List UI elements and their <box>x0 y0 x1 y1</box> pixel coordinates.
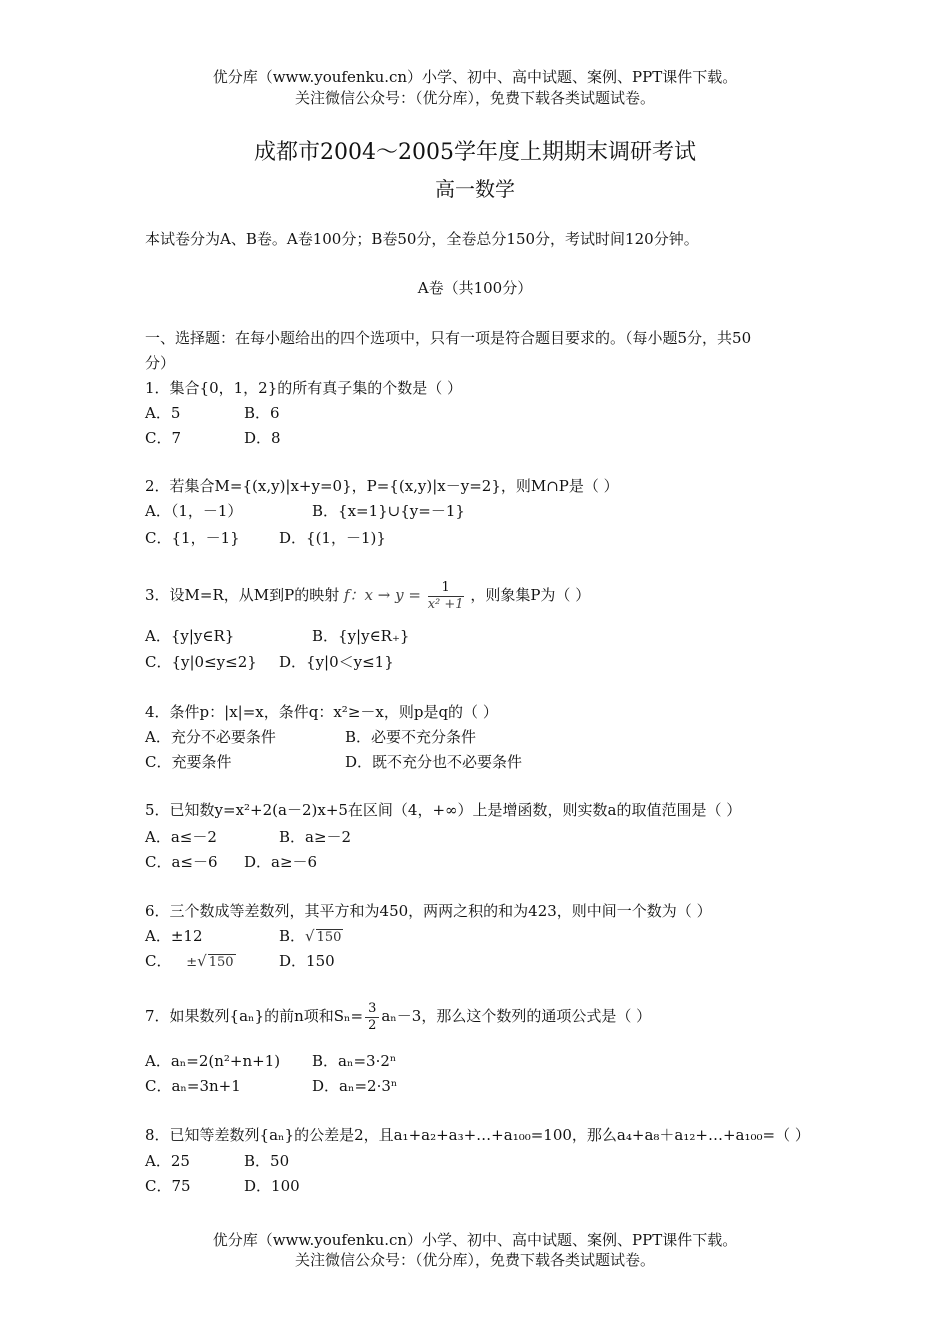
question-6-stem: 6．三个数成等差数列，其平方和为450，两两之积的和为423，则中间一个数为（ ） <box>145 902 712 920</box>
q7-option-a: A．aₙ=2(n²+n+1) <box>145 1052 281 1070</box>
question-1-stem: 1．集合{0，1，2}的所有真子集的个数是（ ） <box>145 379 463 397</box>
footer-line-2: 关注微信公众号：（优分库），免费下载各类试题试卷。 <box>294 1251 655 1269</box>
part1-instruction-cont: 分） <box>145 354 176 372</box>
q7-stem-pre: 7．如果数列{aₙ}的前n项和Sₙ= <box>145 1007 364 1025</box>
q3-fraction <box>428 580 464 613</box>
question-3-stem <box>145 578 590 613</box>
q2-option-b: B．{x=1}∪{y=－1} <box>312 502 465 520</box>
q5-option-b: B．a≥－2 <box>279 828 352 846</box>
q6-option-c-pm: ± <box>186 955 198 970</box>
q5-option-c: C．a≤－6 <box>145 853 218 871</box>
q6-option-d: D．150 <box>279 952 335 970</box>
part1-instruction: 一、选择题：在每小题给出的四个选项中，只有一项是符合题目要求的。（每小题5分，共50 <box>145 329 752 347</box>
header-line-2: 关注微信公众号：（优分库），免费下载各类试题试卷。 <box>294 89 655 107</box>
q1-option-a: A．5 <box>145 404 181 422</box>
question-8-stem: 8．已知等差数列{aₙ}的公差是2，且a₁+a₂+a₃+…+a₁₀₀=100，那么a₄+a₈＋a₁₂+…+a₁₀₀=（ ） <box>145 1126 810 1144</box>
q8-option-c: C．75 <box>145 1177 191 1195</box>
exam-intro: 本试卷分为A、B卷。A卷100分；B卷50分，全卷总分150分，考试时间120分钟。 <box>145 230 699 248</box>
q4-option-d: D．既不充分也不必要条件 <box>345 753 523 771</box>
q1-option-c: C．7 <box>145 429 182 447</box>
page-title: 成都市2004～2005学年度上期期末调研考试 <box>254 140 696 165</box>
q6-option-c-label: C． <box>145 952 172 970</box>
q1-option-b: B．6 <box>244 404 280 422</box>
question-5-stem: 5．已知数y=x²+2(a－2)x+5在区间（4，+∞）上是增函数，则实数a的取值范围是（ ） <box>145 801 742 819</box>
q5-option-d: D．a≥－6 <box>244 853 318 871</box>
question-7-stem <box>145 999 651 1034</box>
q2-option-a: A．（1，－1） <box>145 502 243 520</box>
q6-option-b-sqrt: 150 <box>316 930 342 945</box>
q2-option-d: D．{(1，－1)} <box>279 529 386 547</box>
q3-option-b: B．{y|y∈R₊} <box>312 627 410 645</box>
q2-option-c: C．{1，－1} <box>145 529 240 547</box>
q6-option-a: A．±12 <box>145 927 203 945</box>
q7-fraction-denominator: 2 <box>368 1017 377 1033</box>
q7-fraction <box>365 1001 379 1034</box>
q1-option-d: D．8 <box>244 429 281 447</box>
q7-stem-post: aₙ－3，那么这个数列的通项公式是（ ） <box>381 1007 652 1025</box>
q7-option-d: D．aₙ=2·3ⁿ <box>312 1077 398 1095</box>
header-line-1: 优分库（www.youfenku.cn）小学、初中、高中试题、案例、PPT课件下载。 <box>212 68 738 86</box>
q8-option-b: B．50 <box>244 1152 290 1170</box>
q6-option-c: C． ±√ 150 <box>145 952 234 970</box>
q6-option-b: B．√ 150 <box>279 927 342 945</box>
q8-option-d: D．100 <box>244 1177 300 1195</box>
q8-option-a: A．25 <box>145 1152 190 1170</box>
q6-option-b-label: B． <box>279 927 306 945</box>
q3-option-d: D．{y|0＜y≤1} <box>279 653 394 671</box>
q3-fraction-numerator: 1 <box>428 580 464 597</box>
q5-option-a: A．a≤－2 <box>145 828 217 846</box>
q7-option-b: B．aₙ=3·2ⁿ <box>312 1052 397 1070</box>
page-subtitle: 高一数学 <box>435 177 515 201</box>
q7-fraction-numerator: 3 <box>365 1001 379 1018</box>
q3-mapping: f：x → y = <box>344 586 421 604</box>
q6-option-c-sqrt: 150 <box>208 955 234 970</box>
q3-stem-post: ，则象集P为（ ） <box>470 586 591 604</box>
section-a-heading: A卷（共100分） <box>417 279 533 297</box>
q4-option-a: A．充分不必要条件 <box>145 728 276 746</box>
footer-line-1: 优分库（www.youfenku.cn）小学、初中、高中试题、案例、PPT课件下载。 <box>212 1231 738 1249</box>
q4-option-c: C．充要条件 <box>145 753 232 771</box>
q7-option-c: C．aₙ=3n+1 <box>145 1077 241 1095</box>
q3-option-a: A．{y|y∈R} <box>145 627 235 645</box>
question-2-stem: 2．若集合M={(x,y)|x+y=0}，P={(x,y)|x－y=2}，则M∩P是（ ） <box>145 477 619 495</box>
q4-option-b: B．必要不充分条件 <box>345 728 477 746</box>
q3-fraction-denominator: x² +1 <box>427 596 464 612</box>
q3-stem-pre: 3．设M=R，从M到P的映射 <box>145 586 340 604</box>
q3-option-c: C．{y|0≤y≤2} <box>145 653 257 671</box>
question-4-stem: 4．条件p：|x|=x，条件q：x²≥－x，则p是q的（ ） <box>145 703 498 721</box>
